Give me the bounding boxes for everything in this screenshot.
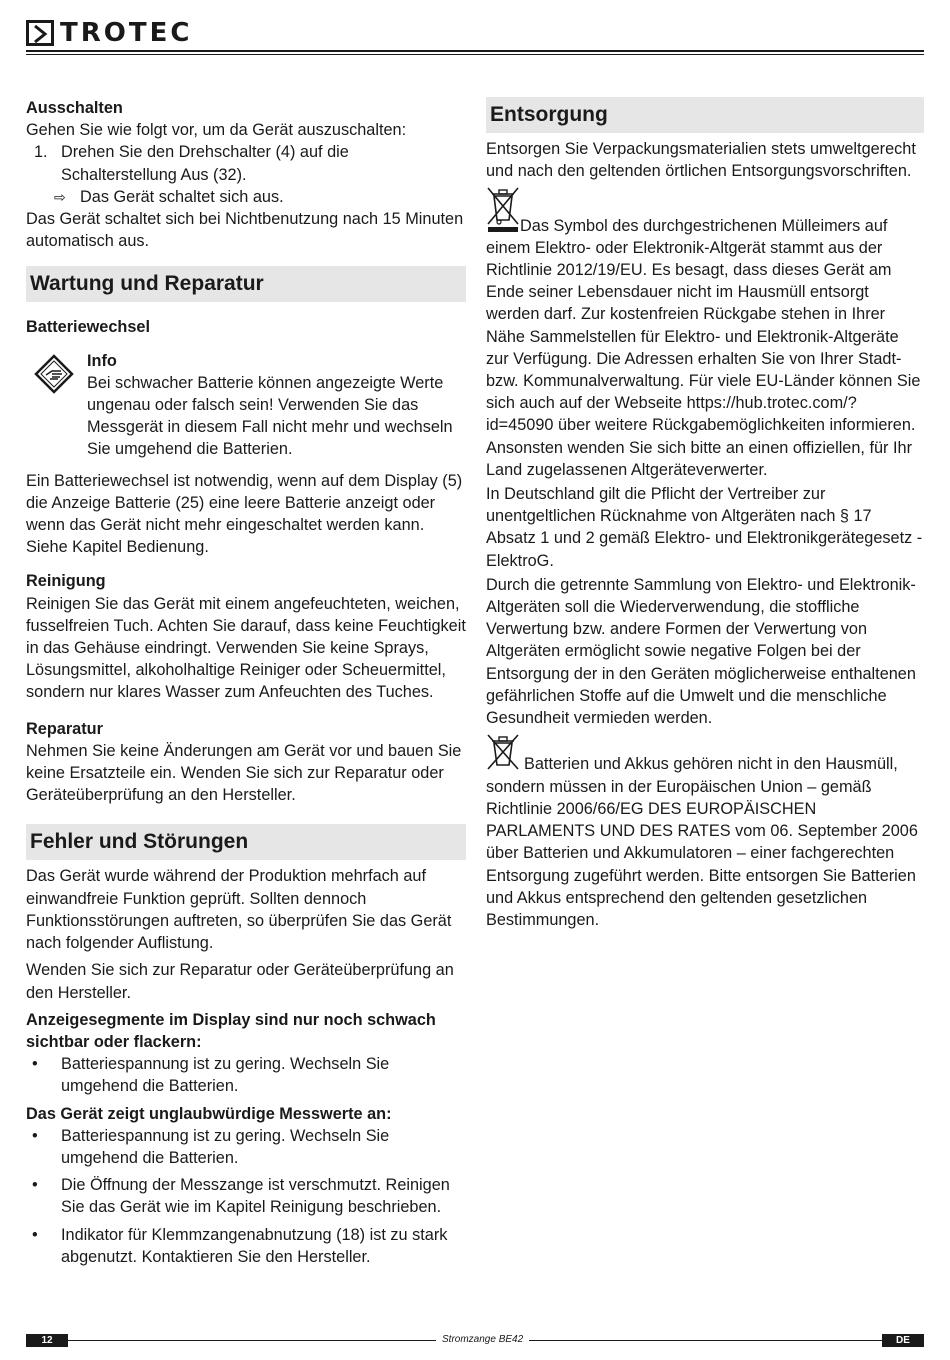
weee-text: Das Symbol des durchgestrichenen Mülleimers auf einem Elektro- oder Elektronik-Altgerät stammt aus der Richtlinie 2012/19/EU. Es besagt, dass dieses Gerät am Ende seiner Lebensdauer nicht im Hausmüll entsorgt werden darf. Zur kostenfreien Rückgabe stehen in Ihrer Nähe Sammelstellen für Elektro- und Elektronik-Altgeräte zur Verfügung. Die Adressen erhalten Sie von Ihrer Stadt- bzw. Kommunalverwaltung. Für viele EU-Länder können Sie sich auch auf der Webseite https://hub.trotec.com/?id=45090 über weitere Rückgabemöglichkeiten informieren. Ansonsten wenden Sie sich bitte an einen offiziellen, für Ihr Land zugelassenen Altgeräteverwerter. <box>486 216 921 479</box>
step-text: Drehen Sie den Drehschalter (4) auf die Schalterstellung Aus (32). <box>61 143 349 184</box>
ausschalten-intro: Gehen Sie wie folgt vor, um da Gerät auszuschalten: <box>26 121 407 140</box>
result-text: Das Gerät schaltet sich aus. <box>80 187 284 206</box>
case2-heading: Das Gerät zeigt unglaubwürdige Messwerte an: <box>26 1104 392 1123</box>
ausschalten-note: Das Gerät schaltet sich bei Nichtbenutzung nach 15 Minuten automatisch aus. <box>26 210 464 251</box>
page-number: 12 <box>26 1334 68 1347</box>
battery-disposal-text: Batterien und Akkus gehören nicht in den Hausmüll, sondern müssen in der Europäischen Union – gemäß Richtlinie 2006/66/EG DES EUROPÄISCHEN PARLAMENTS UND DES RATES vom 06. September 2006 über Batterien und Akkumulatoren – einer fachgerechten Entsorgung zugeführt werden. Bitte entsorgen Sie Batterien und Akkus entsprechend den geltenden gesetzlichen Bestimmungen. <box>486 755 918 929</box>
list-item <box>26 1174 466 1218</box>
list-item <box>26 1125 466 1169</box>
reparatur-heading: Reparatur <box>26 719 103 738</box>
section-heading-wartung: Wartung und Reparatur <box>26 266 466 302</box>
list-item <box>26 1053 466 1097</box>
case2-item-text: Batteriespannung ist zu gering. Wechseln Sie umgehend die Batterien. <box>61 1126 390 1167</box>
bullet-icon: • <box>32 1055 38 1074</box>
info-text: Bei schwacher Batterie können angezeigte Werte ungenau oder falsch sein! Verwenden Sie das Messgerät in diesem Fall nicht mehr und wechseln Sie umgehend die Batterien. <box>87 373 453 459</box>
reinigung-heading: Reinigung <box>26 572 106 591</box>
case2-item-text: Indikator für Klemmzangenabnutzung (18) ist zu stark abgenutzt. Kontaktieren Sie den Hersteller. <box>61 1225 448 1266</box>
case1-item-text: Batteriespannung ist zu gering. Wechseln Sie umgehend die Batterien. <box>61 1055 390 1096</box>
info-block <box>26 350 466 461</box>
entsorgung-packaging-text: Entsorgen Sie Verpackungsmaterialien stets umweltgerecht und nach den geltenden örtlichen Entsorgungsvorschriften. <box>486 140 916 181</box>
case2-item-text: Die Öffnung der Messzange ist verschmutzt. Reinigen Sie das Gerät wie im Kapitel Reinigung beschrieben. <box>61 1176 450 1217</box>
footer-title: Stromzange BE42 <box>436 1332 529 1348</box>
info-hand-icon <box>26 350 87 461</box>
bullet-icon: • <box>32 1176 38 1195</box>
brand-name: TROTEC <box>60 18 193 48</box>
language-badge: DE <box>882 1334 924 1347</box>
ausschalten-heading: Ausschalten <box>26 99 123 117</box>
step-number: 1. <box>34 143 48 162</box>
reparatur-text: Nehmen Sie keine Änderungen am Gerät vor und bauen Sie keine Ersatzteile ein. Wenden Sie sich zur Reparatur oder Geräteüberprüfung an den Hersteller. <box>26 741 462 805</box>
left-column <box>26 97 466 1268</box>
header-rule <box>26 50 924 52</box>
header-rule-thin <box>26 54 924 55</box>
list-item <box>26 1224 466 1268</box>
arrow-right-icon: ⇨ <box>54 188 66 205</box>
batteriewechsel-heading: Batteriewechsel <box>26 318 150 337</box>
list-item <box>26 141 466 185</box>
bullet-icon: • <box>32 1225 38 1244</box>
trotec-logo <box>26 20 192 46</box>
page-footer <box>26 1334 924 1348</box>
fehler-intro: Das Gerät wurde während der Produktion mehrfach auf einwandfreie Funktion geprüft. Sollten dennoch Funktionsstörungen auftreten, so überprüfen Sie das Gerät nach folgender Auflistung. <box>26 867 452 953</box>
right-column <box>486 97 924 931</box>
result-item <box>26 186 466 208</box>
collection-text: Durch die getrennte Sammlung von Elektro- und Elektronik-Altgeräten soll die Wiederverwendung, die stoffliche Verwertung bzw. andere Formen der Verwertung von Altgeräten ermöglicht sowie negative Folgen bei der Entsorgung der in den Geräten möglicherweise enthaltenen gefährlichen Stoffe auf die Umwelt und die menschliche Gesundheit vermieden werden. <box>486 575 916 728</box>
info-label: Info <box>87 351 117 370</box>
case1-heading: Anzeigesegmente im Display sind nur noch schwach sichtbar oder flackern: <box>26 1010 436 1051</box>
reinigung-text: Reinigen Sie das Gerät mit einem angefeuchteten, weichen, fusselfreien Tuch. Achten Sie darauf, dass keine Feuchtigkeit in das Gehäuse eindringt. Verwenden Sie keine Sprays, Lösungsmittel, alkoholhaltige Reiniger oder Scheuermittel, sondern nur klares Wasser zum Anfeuchten des Tuches. <box>26 594 466 702</box>
section-heading-entsorgung: Entsorgung <box>486 97 924 133</box>
chevron-right-icon <box>26 20 54 46</box>
elektrog-text: In Deutschland gilt die Pflicht der Vertreiber zur unentgeltlichen Rücknahme von Altgeräten nach § 17 Absatz 1 und 2 gemäß Elektro- und Elektronikgerätegesetz - ElektroG. <box>486 485 923 570</box>
bullet-icon: • <box>32 1126 38 1145</box>
page-header <box>26 20 924 56</box>
fehler-contact: Wenden Sie sich zur Reparatur oder Geräteüberprüfung an den Hersteller. <box>26 961 454 1002</box>
section-heading-fehler: Fehler und Störungen <box>26 824 466 860</box>
batteriewechsel-text: Ein Batteriewechsel ist notwendig, wenn auf dem Display (5) die Anzeige Batterie (25) eine leere Batterie anzeigt oder wenn das Gerät nicht mehr eingeschaltet werden kann. Siehe Kapitel Bedienung. <box>26 471 463 557</box>
